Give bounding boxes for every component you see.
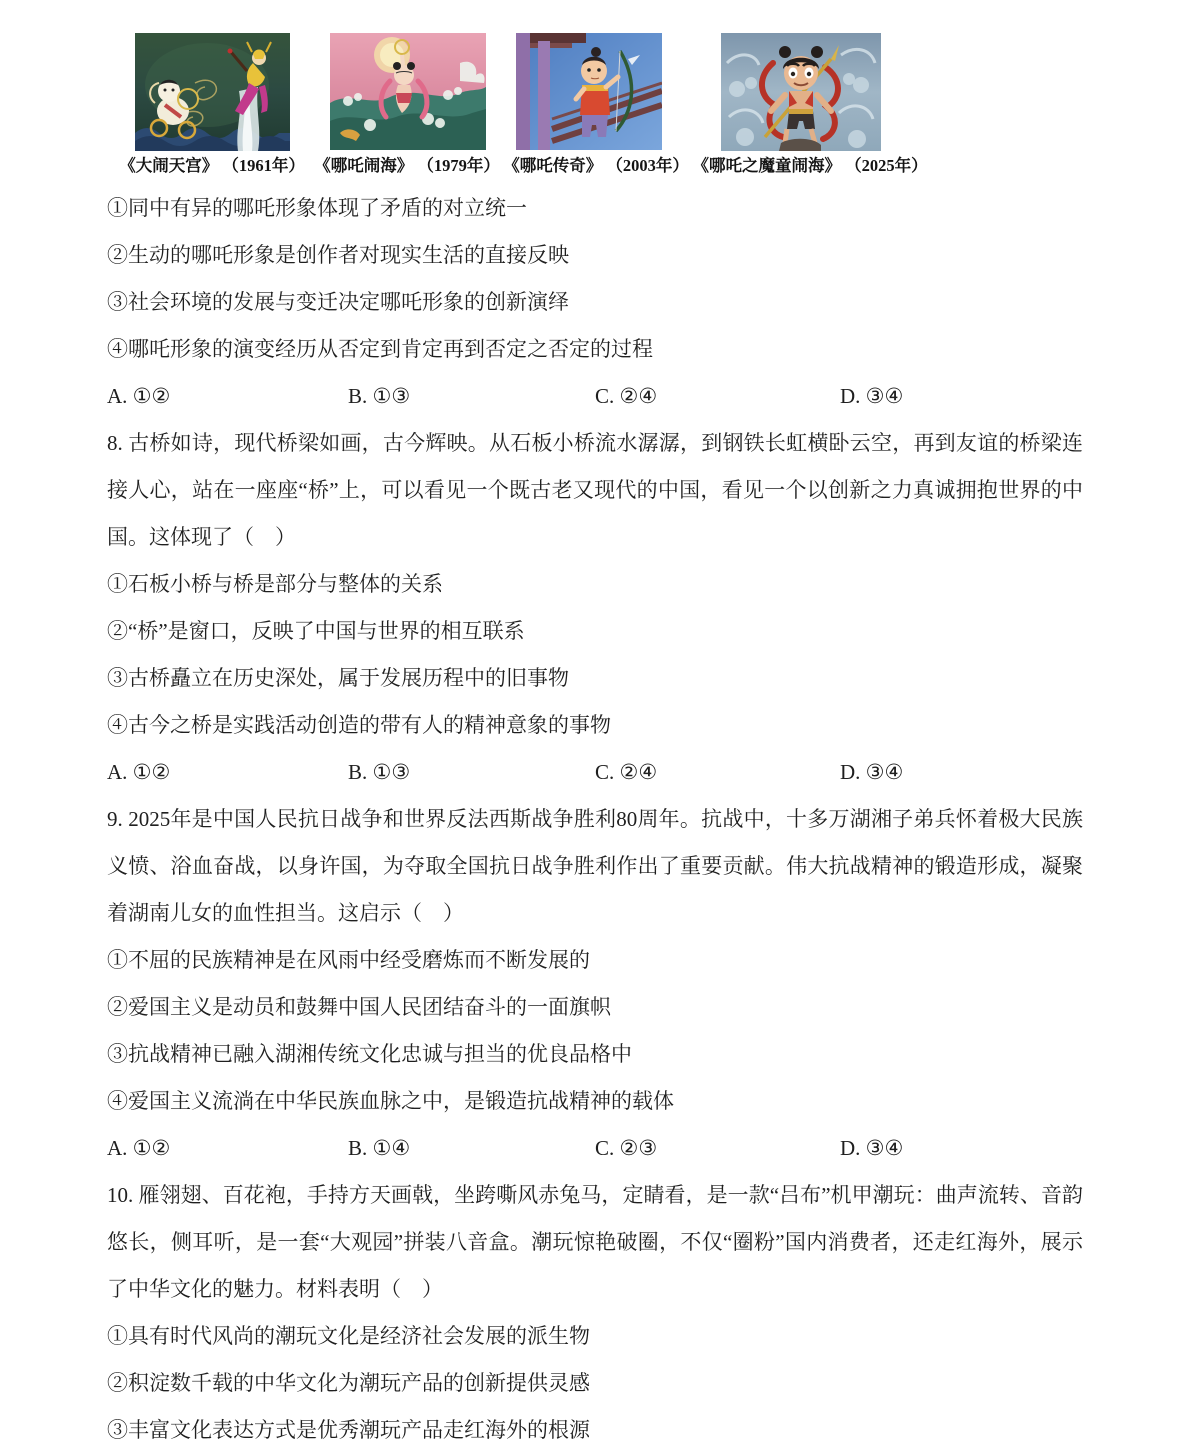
q8-choice-b: B. ①③ — [348, 760, 411, 784]
q9-choice-c: C. ②③ — [595, 1136, 658, 1160]
q8-choice-c: C. ②④ — [595, 760, 658, 784]
q9-option-1: ①不屈的民族精神是在风雨中经受磨炼而不断发展的 — [107, 948, 590, 972]
q7-choice-c: C. ②④ — [595, 384, 658, 408]
figure-caption: 《大闹天宫》 （1961年） — [119, 156, 305, 175]
q9-option-2: ②爱国主义是动员和鼓舞中国人民团结奋斗的一面旗帜 — [107, 995, 611, 1019]
q9-choice-b: B. ①④ — [348, 1136, 411, 1160]
q8-option-4: ④古今之桥是实践活动创造的带有人的精神意象的事物 — [107, 713, 611, 737]
q9-stem: 9. 2025年是中国人民抗日战争和世界反法西斯战争胜利80周年。抗战中，十多万湖湘子弟兵怀着极大民族义愤、浴血奋战，以身许国，为夺取全国抗日战争胜利作出了重要贡献。伟大抗战精神的锻造形成，凝聚着湖南儿女的血性担当。这启示（ ） — [107, 807, 1083, 925]
movie-still-nezha-chuanqi-image — [516, 33, 662, 150]
q7-option-3: ③社会环境的发展与变迁决定哪吒形象的创新演绎 — [107, 290, 569, 314]
q9-choice-a: A. ①② — [107, 1136, 171, 1160]
figure-strip — [0, 33, 1189, 181]
q8-choice-d: D. ③④ — [840, 760, 904, 784]
figure-caption: 《哪吒之魔童闹海》 （2025年） — [692, 156, 928, 175]
q10-option-3: ③丰富文化表达方式是优秀潮玩产品走红海外的根源 — [107, 1418, 590, 1442]
q7-option-2: ②生动的哪吒形象是创作者对现实生活的直接反映 — [107, 243, 569, 267]
q9-choice-row — [107, 1125, 1083, 1172]
q10-option-2: ②积淀数千载的中华文化为潮玩产品的创新提供灵感 — [107, 1371, 590, 1395]
q8-option-1: ①石板小桥与桥是部分与整体的关系 — [107, 572, 443, 596]
q10-stem: 10. 雁翎翅、百花袍，手持方天画戟，坐跨嘶风赤兔马，定睛看，是一款“吕布”机甲潮玩：曲声流转、音韵悠长，侧耳听，是一套“大观园”拼装八音盒。潮玩惊艳破圈，不仅“圈粉”国内消费者，还走红海外，展示了中华文化的魅力。材料表明（ ） — [107, 1183, 1083, 1301]
q7-choice-d: D. ③④ — [840, 384, 904, 408]
movie-still-nezha-naohai-image — [330, 33, 486, 150]
figure-caption: 《哪吒传奇》 （2003年） — [503, 156, 689, 175]
q7-choice-row — [107, 373, 1083, 420]
q9-option-4: ④爱国主义流淌在中华民族血脉之中，是锻造抗战精神的载体 — [107, 1089, 674, 1113]
q7-option-1: ①同中有异的哪吒形象体现了矛盾的对立统一 — [107, 196, 527, 220]
q8-choice-a: A. ①② — [107, 760, 171, 784]
q7-choice-a: A. ①② — [107, 384, 171, 408]
q10-option-1: ①具有时代风尚的潮玩文化是经济社会发展的派生物 — [107, 1324, 590, 1348]
movie-still-danao-tiangong-image — [135, 33, 290, 151]
q8-stem: 8. 古桥如诗，现代桥梁如画，古今辉映。从石板小桥流水潺潺，到钢铁长虹横卧云空，再到友谊的桥梁连接人心，站在一座座“桥”上，可以看见一个既古老又现代的中国，看见一个以创新之力真诚拥抱世界的中国。这体现了（ ） — [107, 431, 1083, 549]
q8-option-2: ②“桥”是窗口，反映了中国与世界的相互联系 — [107, 619, 525, 643]
q9-choice-d: D. ③④ — [840, 1136, 904, 1160]
q8-choice-row — [107, 749, 1083, 796]
q7-choice-b: B. ①③ — [348, 384, 411, 408]
question-area — [107, 185, 1083, 1452]
q8-option-3: ③古桥矗立在历史深处，属于发展历程中的旧事物 — [107, 666, 569, 690]
q9-option-3: ③抗战精神已融入湖湘传统文化忠诚与担当的优良品格中 — [107, 1042, 632, 1066]
movie-still-motong-naohai-image — [721, 33, 881, 151]
figure-caption: 《哪吒闹海》 （1979年） — [314, 156, 500, 175]
q7-option-4: ④哪吒形象的演变经历从否定到肯定再到否定之否定的过程 — [107, 337, 653, 361]
